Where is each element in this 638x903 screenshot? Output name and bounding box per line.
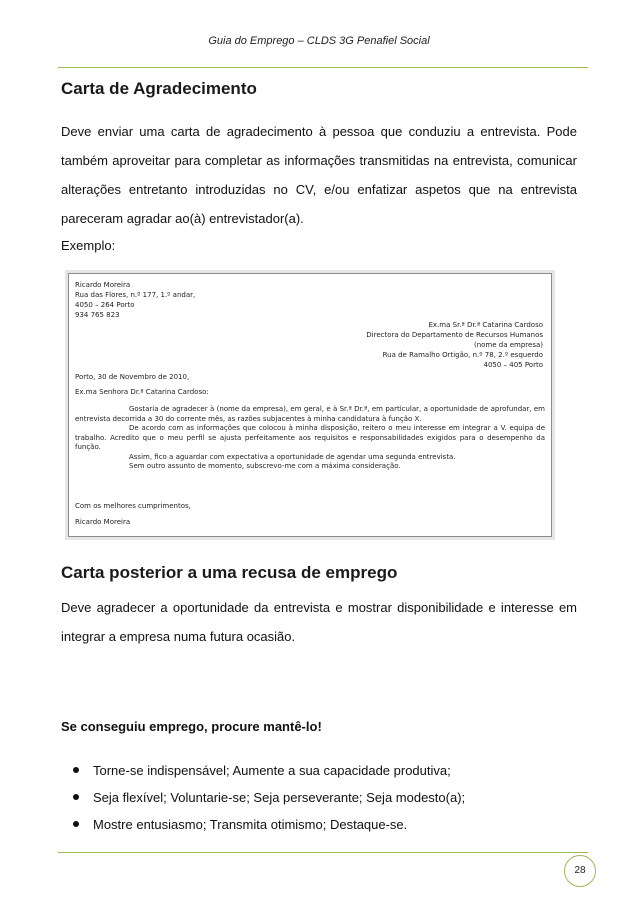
- example-label: Exemplo:: [61, 238, 116, 253]
- heading-carta-agradecimento: Carta de Agradecimento: [61, 79, 257, 98]
- paragraph-agradecimento: Deve enviar uma carta de agradecimento à pessoa que conduziu a entrevista. Pode também aproveitar para completar as informações transmitidas na entrevista, comunicar alterações entretanto introduzidas no CV, e/ou enfatizar aspetos que na entrevista pareceram agradar ao(à) entrevistador(a).: [61, 124, 577, 226]
- list-item-text: Torne-se indispensável; Aumente a sua capacidade produtiva;: [93, 763, 451, 778]
- tips-list: [61, 757, 465, 838]
- letter-recipient-role: Directora do Departamento de Recursos Humanos: [366, 331, 543, 339]
- letter-recipient-company: (nome da empresa): [473, 341, 543, 349]
- list-item: [61, 784, 465, 811]
- bullet-icon: [73, 794, 79, 800]
- running-header: Guia do Emprego – CLDS 3G Penafiel Social: [208, 35, 430, 47]
- letter-recipient-street: Rua de Ramalho Ortigão, n.º 78, 2.º esquerdo: [382, 351, 543, 359]
- letter-body-paragraph: Gostaria de agradecer à (nome da empresa), em geral, e à Sr.ª Dr.ª, em particular, a oportunidade de aprofundar, em entrevista decorrida a 30 do corrente mês, as razões subjacentes à minha candidatura à função X.: [75, 405, 545, 423]
- header-divider: [58, 67, 588, 68]
- bullet-icon: [73, 767, 79, 773]
- letter-sender-name: Ricardo Moreira: [75, 281, 131, 289]
- paragraph-recusa: Deve agradecer a oportunidade da entrevista e mostrar disponibilidade e interesse em integrar a empresa numa futura ocasião.: [61, 600, 577, 644]
- list-item: [61, 811, 465, 838]
- heading-manter-emprego: Se conseguiu emprego, procure mantê-lo!: [61, 719, 322, 734]
- letter-sender-street: Rua das Flores, n.º 177, 1.º andar,: [75, 291, 196, 299]
- letter-salutation: Ex.ma Senhora Dr.ª Catarina Cardoso:: [75, 388, 209, 396]
- letter-sender-phone: 934 765 823: [75, 311, 120, 319]
- letter-recipient-name: Ex.ma Sr.ª Dr.ª Catarina Cardoso: [428, 321, 543, 329]
- page-number: 28: [564, 855, 596, 887]
- letter-recipient-postal: 4050 – 405 Porto: [483, 361, 543, 369]
- letter-sender-postal: 4050 – 264 Porto: [75, 301, 135, 309]
- list-item-text: Seja flexível; Voluntarie-se; Seja perseverante; Seja modesto(a);: [93, 790, 466, 805]
- letter-body-paragraph: De acordo com as informações que colocou à minha disposição, reitero o meu interesse em integrar a V. equipa de trabalho. Acredito que o meu perfil se ajusta perfeitamente aos requisitos e responsabilidades exigidos para o desempenho da função.: [75, 424, 545, 451]
- letter-body-paragraph: Assim, fico a aguardar com expectativa a oportunidade de agendar uma segunda entrevista.: [129, 452, 456, 461]
- footer-divider: [58, 852, 588, 853]
- letter-body-paragraph: Sem outro assunto de momento, subscrevo-me com a máxima consideração.: [129, 462, 401, 470]
- letter-date: Porto, 30 de Novembro de 2010,: [75, 373, 190, 381]
- letter-closing: Com os melhores cumprimentos,: [75, 502, 191, 510]
- letter-signature: Ricardo Moreira: [75, 518, 131, 526]
- list-item-text: Mostre entusiasmo; Transmita otimismo; Destaque-se.: [93, 817, 408, 832]
- list-item: [61, 757, 465, 784]
- example-letter-image: [68, 273, 552, 537]
- letter-body: [75, 405, 545, 472]
- bullet-icon: [73, 821, 79, 827]
- heading-carta-recusa: Carta posterior a uma recusa de emprego: [61, 563, 398, 582]
